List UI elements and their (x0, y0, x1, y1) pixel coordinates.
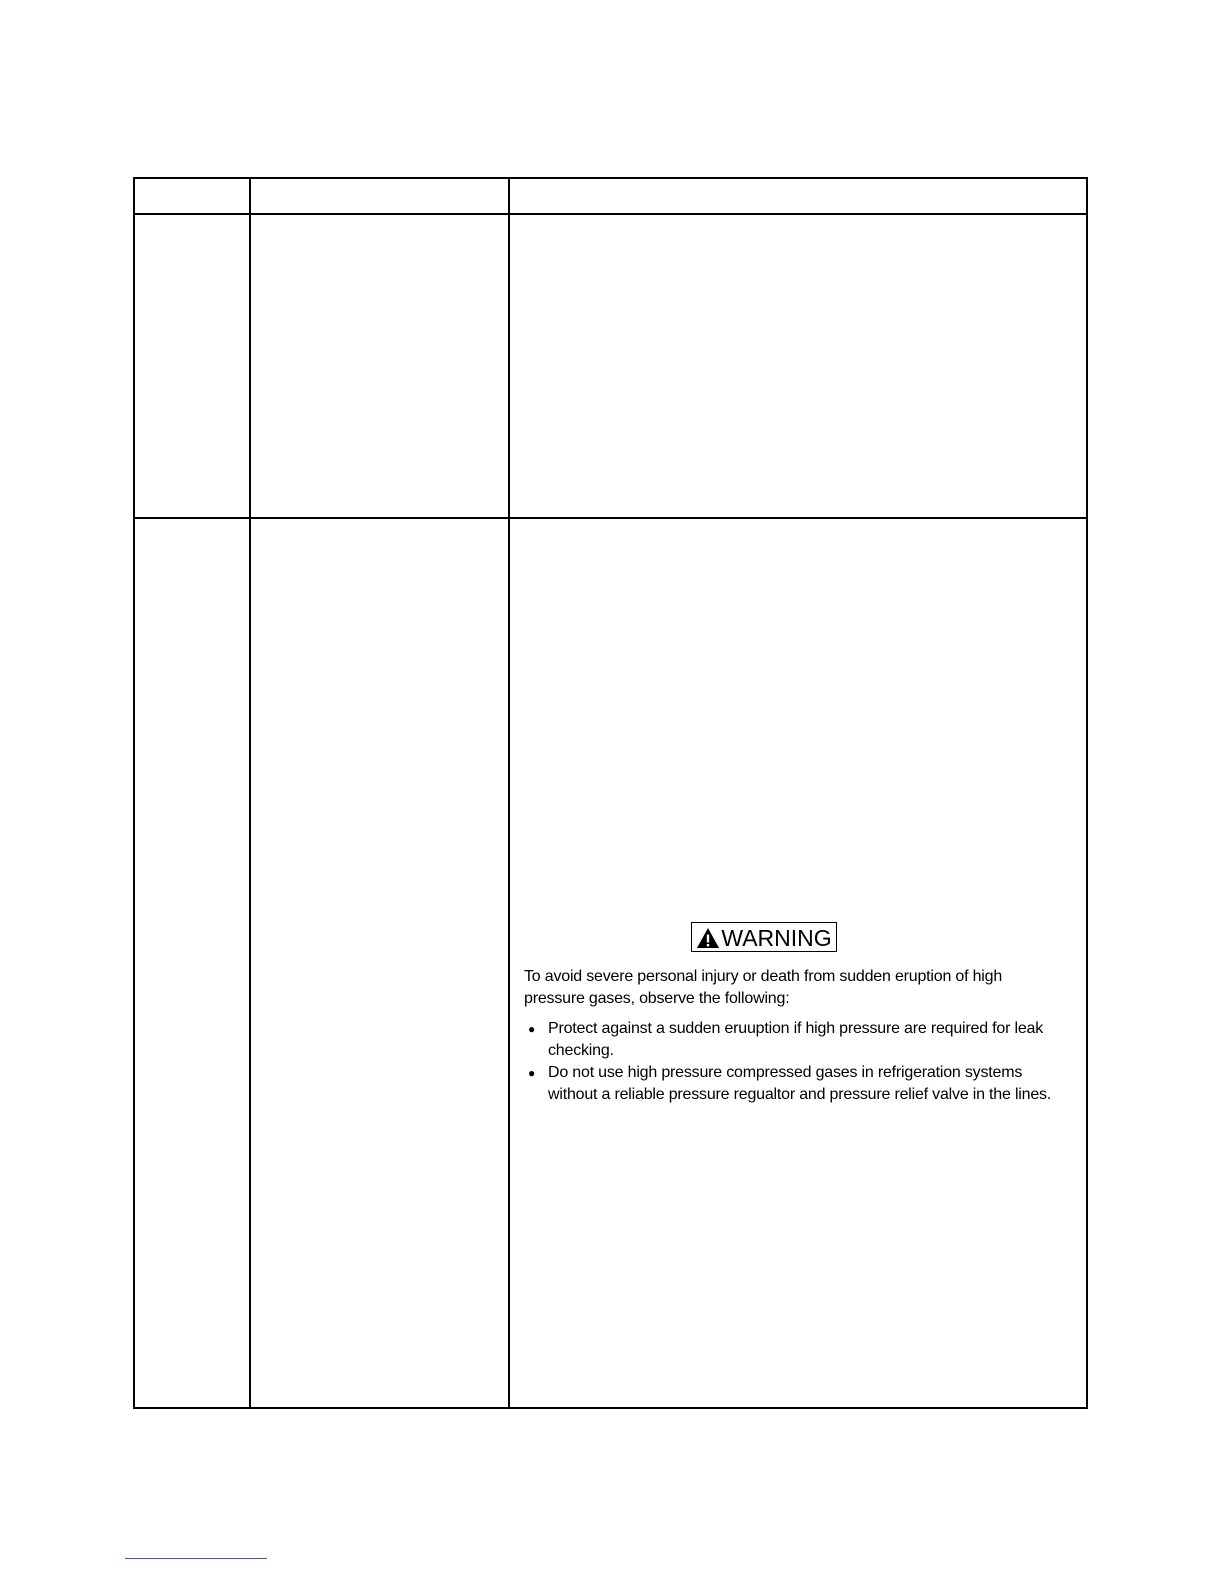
row1-cell-1 (135, 215, 249, 517)
header-cell-1 (135, 179, 249, 213)
bullet-icon: ● (528, 1065, 536, 1080)
warning-label-text: WARNING (721, 924, 832, 951)
footnote-separator (125, 1558, 267, 1559)
header-cell-2 (251, 179, 508, 213)
row2-cell-2 (251, 519, 508, 1407)
warning-item-text: Protect against a sudden eruuption if high pressure are required for leak checking. (548, 1019, 1044, 1059)
warning-intro-text: To avoid severe personal injury or death from sudden eruption of high pressure gases, observe the following: (524, 967, 1003, 1007)
bullet-icon: ● (528, 1021, 536, 1036)
warning-triangle-icon (696, 927, 720, 949)
row1-cell-2 (251, 215, 508, 517)
warning-item-text: Do not use high pressure compressed gases in refrigeration systems without a reliable pressure regualtor and pressure relief valve in the lines. (548, 1063, 1052, 1103)
warning-label-box (691, 922, 836, 952)
warning-list-item (524, 1062, 1064, 1106)
warning-list-item (524, 1018, 1064, 1062)
row2-cell-1 (135, 519, 249, 1407)
warning-list (524, 1018, 1064, 1106)
row1-cell-3 (510, 215, 1086, 517)
header-cell-3 (510, 179, 1086, 213)
warning-block (524, 922, 1064, 1106)
procedure-table (133, 177, 1088, 1409)
